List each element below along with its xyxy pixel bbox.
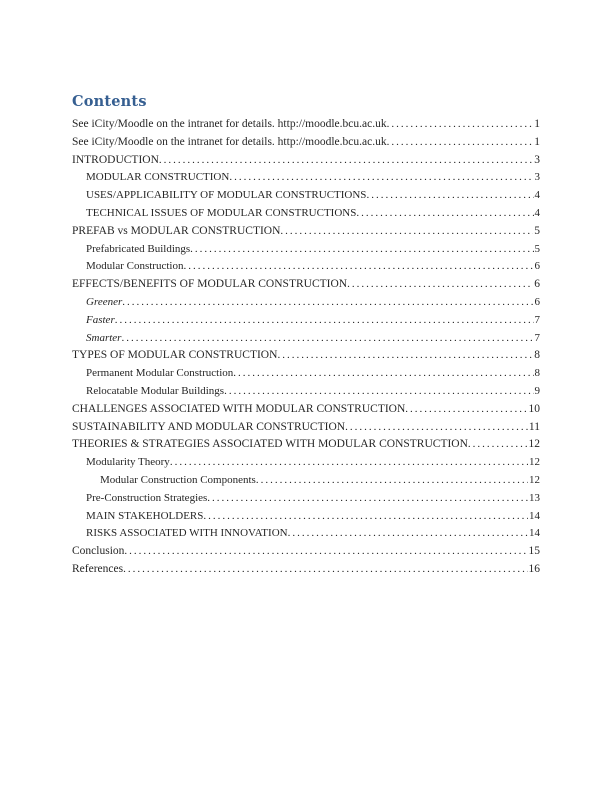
toc-leader-dots [115,312,534,330]
toc-entry-label: Conclusion [72,545,125,558]
toc-leader-dots [405,401,527,419]
toc-page-number: 16 [528,562,540,575]
toc-leader-dots [256,472,528,490]
toc-entry[interactable] [72,383,540,401]
toc-entry[interactable] [72,561,540,579]
toc-entry[interactable] [72,134,540,152]
toc-leader-dots [121,330,533,348]
toc-entry[interactable] [72,223,540,241]
toc-page-number: 12 [529,456,540,469]
toc-entry-label: INTRODUCTION [72,153,159,166]
toc-entry-label: Modularity Theory [86,456,170,469]
toc-entry[interactable] [72,525,540,543]
toc-page-number: 4 [534,189,540,202]
toc-entry[interactable] [72,187,540,205]
toc-leader-dots [356,205,533,223]
toc-leader-dots [280,223,533,241]
toc-page-number: 5 [534,242,540,255]
toc-entry-label: Faster [86,313,115,326]
toc-page-number: 7 [534,331,540,344]
toc-entry-label: See iCity/Moodle on the intranet for details. http://moodle.bcu.ac.uk [72,135,387,148]
toc-leader-dots [224,383,533,401]
toc-entry-label: EFFECTS/BENEFITS OF MODULAR CONSTRUCTION [72,278,348,291]
toc-leader-dots [203,508,528,526]
toc-page-number: 6 [534,278,540,291]
toc-leader-dots [387,134,534,152]
toc-entry-label: PREFAB vs MODULAR CONSTRUCTION [72,224,281,237]
toc-entry[interactable] [72,347,540,365]
toc-page-number: 14 [529,509,540,522]
toc-entry-label: References [72,562,124,575]
toc-page-number: 12 [529,473,540,486]
toc-entry-label: SUSTAINABILITY AND MODULAR CONSTRUCTION [72,420,346,433]
toc-page-number: 5 [534,224,540,237]
toc-leader-dots [124,543,527,561]
toc-entry-label: Relocatable Modular Buildings [86,384,225,397]
toc-page-number: 4 [534,206,540,219]
toc-leader-dots [345,419,528,437]
toc-entry[interactable] [72,490,540,508]
toc-entry-label: THEORIES & STRATEGIES ASSOCIATED WITH MODULAR CONSTRUCTION [72,438,468,451]
toc-leader-dots [347,276,533,294]
toc-entry[interactable] [72,401,540,419]
toc-entry[interactable] [72,508,540,526]
toc-page-number: 6 [534,260,540,273]
toc-entry[interactable] [72,241,540,259]
toc-entry-label: See iCity/Moodle on the intranet for details. http://moodle.bcu.ac.uk [72,118,387,130]
toc-entry-label: MODULAR CONSTRUCTION [86,171,230,184]
toc-entry[interactable] [72,152,540,170]
toc-entry-label: MAIN STAKEHOLDERS [86,509,204,522]
toc-entry-label: RISKS ASSOCIATED WITH INNOVATION [86,527,288,540]
toc-leader-dots [277,347,533,365]
toc-page-number: 6 [534,295,540,308]
toc-page-number: 9 [534,384,540,397]
toc-entry-label: Prefabricated Buildings [86,242,191,255]
toc-page-number: 8 [534,349,540,362]
toc-entry[interactable] [72,116,540,134]
contents-heading: Contents [72,93,147,110]
toc-entry[interactable] [72,543,540,561]
toc-entry-label: Smarter [86,331,122,344]
toc-leader-dots [233,365,533,383]
toc-page-number: 11 [528,420,540,433]
toc-entry[interactable] [72,436,540,454]
toc-entry-label: TYPES OF MODULAR CONSTRUCTION [72,349,278,362]
toc-leader-dots [288,525,528,543]
toc-page-number: 1 [534,135,540,148]
toc-entry-label: TECHNICAL ISSUES OF MODULAR CONSTRUCTIONS [86,206,357,219]
toc-entry-label: Modular Construction [86,260,184,273]
toc-entry-label: CHALLENGES ASSOCIATED WITH MODULAR CONSTRUCTION [72,402,406,415]
toc-entry[interactable] [72,419,540,437]
toc-page-number: 1 [534,118,540,130]
toc-entry-label: Permanent Modular Construction [86,367,234,380]
toc-list [72,116,540,579]
toc-leader-dots [366,187,533,205]
toc-leader-dots [387,116,534,134]
toc-entry[interactable] [72,258,540,276]
toc-entry[interactable] [72,330,540,348]
toc-entry-label: Modular Construction Components [100,473,256,486]
toc-entry[interactable] [72,365,540,383]
toc-leader-dots [190,241,533,259]
toc-page-number: 10 [528,402,540,415]
toc-leader-dots [468,436,528,454]
toc-entry[interactable] [72,454,540,472]
toc-page-number: 13 [529,491,540,504]
toc-page-number: 15 [528,545,540,558]
toc-entry[interactable] [72,294,540,312]
toc-page-number: 7 [534,313,540,326]
toc-page-number: 3 [534,171,540,184]
toc-page-number: 3 [534,153,540,166]
toc-leader-dots [123,561,527,579]
toc-entry[interactable] [72,205,540,223]
toc-page-number: 14 [529,527,540,540]
toc-entry[interactable] [72,312,540,330]
toc-page-number: 8 [534,367,540,380]
toc-entry-label: USES/APPLICABILITY OF MODULAR CONSTRUCTIONS [86,189,367,202]
toc-entry-label: Greener [86,295,123,308]
toc-entry-label: Pre-Construction Strategies [86,491,208,504]
toc-leader-dots [159,152,533,170]
toc-leader-dots [207,490,528,508]
toc-entry[interactable] [72,472,540,490]
toc-page-number: 12 [528,438,540,451]
toc-entry[interactable] [72,276,540,294]
toc-leader-dots [183,258,533,276]
toc-leader-dots [122,294,533,312]
toc-leader-dots [170,454,528,472]
toc-leader-dots [229,169,533,187]
toc-entry[interactable] [72,169,540,187]
